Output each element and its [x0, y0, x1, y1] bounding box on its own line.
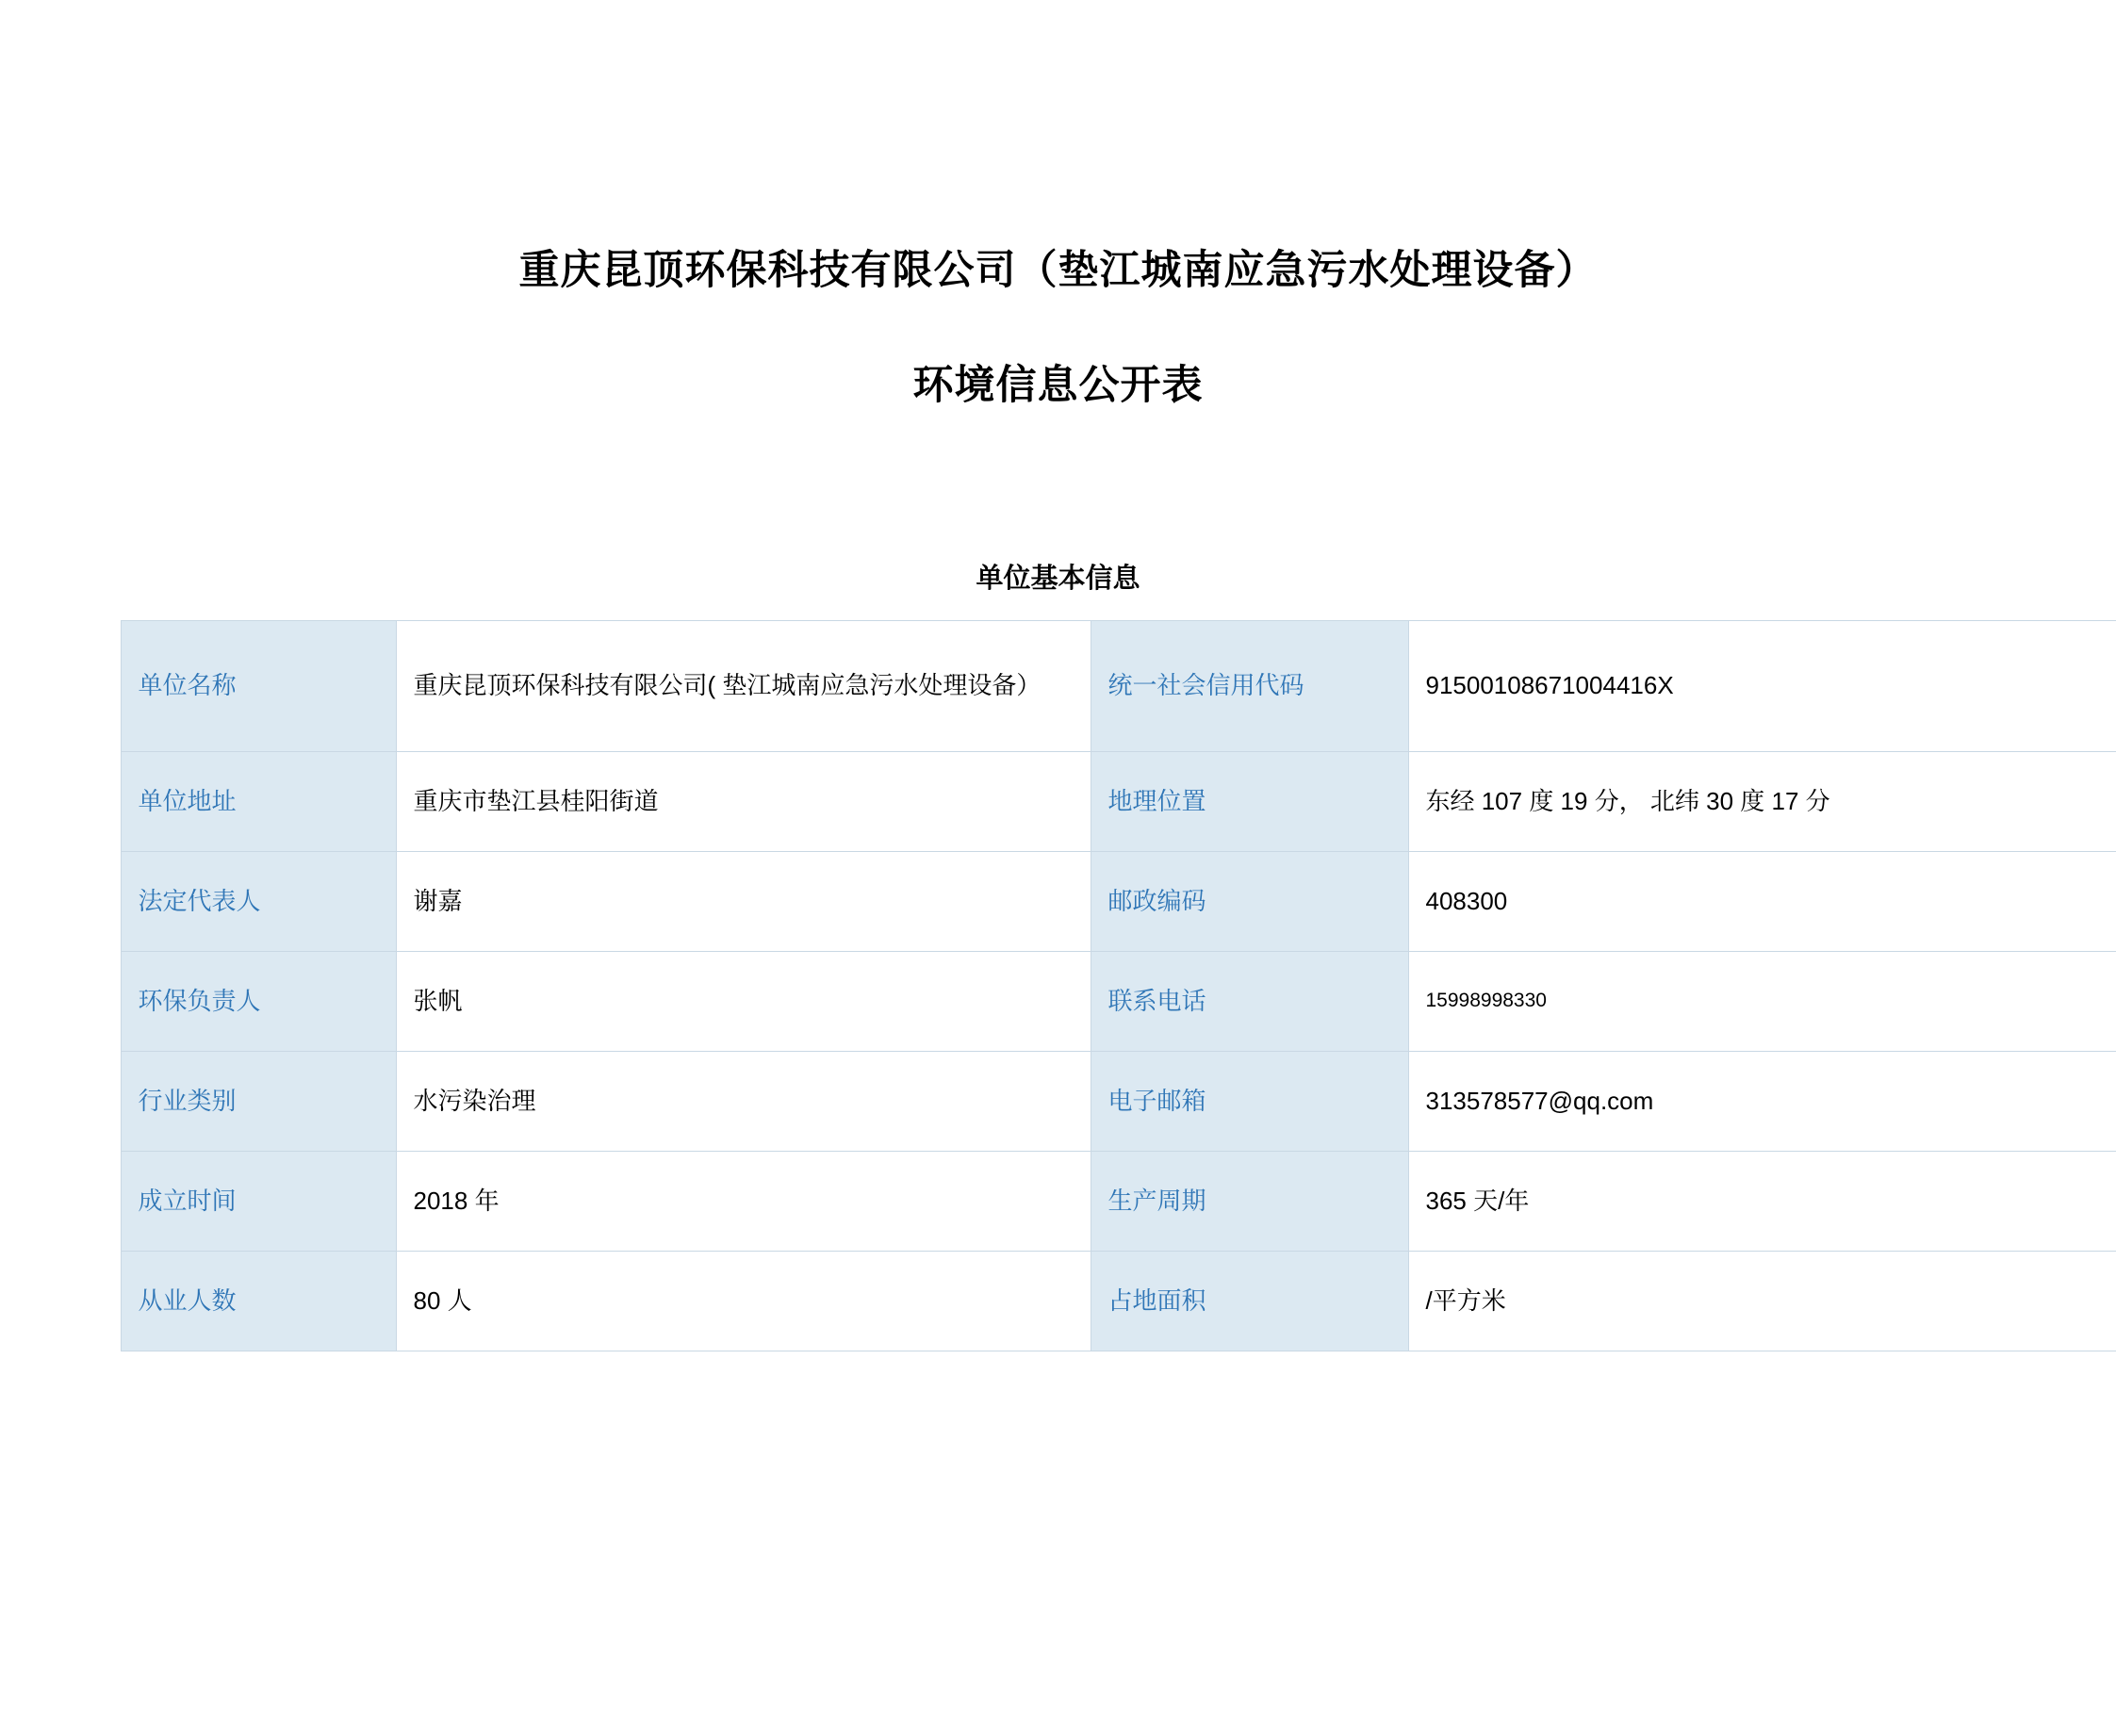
row-value-legal-representative: 谢嘉 — [396, 852, 1091, 952]
row-label-email: 电子邮箱 — [1091, 1052, 1408, 1152]
row-value-contact-phone: 15998998330 — [1408, 952, 2116, 1052]
row-value-env-officer: 张帆 — [396, 952, 1091, 1052]
row-value-site-area: /平方米 — [1408, 1252, 2116, 1351]
row-label-address: 单位地址 — [121, 752, 396, 852]
table-row — [121, 752, 2116, 852]
row-value-employee-count: 80 人 — [396, 1252, 1091, 1351]
table-row — [121, 952, 2116, 1052]
row-value-postal-code: 408300 — [1408, 852, 2116, 952]
row-value-address: 重庆市垫江县桂阳街道 — [396, 752, 1091, 852]
table-row — [121, 1252, 2116, 1351]
row-label-env-officer: 环保负责人 — [121, 952, 396, 1052]
row-label-credit-code: 统一社会信用代码 — [1091, 621, 1408, 752]
section-heading-basic-info: 单位基本信息 — [0, 557, 2116, 596]
row-value-company-name: 重庆昆顶环保科技有限公司( 垫江城南应急污水处理设备） — [396, 621, 1091, 752]
document-title-line-2: 环境信息公开表 — [0, 355, 2116, 417]
row-label-production-cycle: 生产周期 — [1091, 1152, 1408, 1252]
row-label-industry-category: 行业类别 — [121, 1052, 396, 1152]
row-label-legal-representative: 法定代表人 — [121, 852, 396, 952]
row-label-site-area: 占地面积 — [1091, 1252, 1408, 1351]
row-value-production-cycle: 365 天/年 — [1408, 1152, 2116, 1252]
document-page — [0, 240, 2116, 1736]
row-value-industry-category: 水污染治理 — [396, 1052, 1091, 1152]
row-value-establish-date: 2018 年 — [396, 1152, 1091, 1252]
table-row — [121, 852, 2116, 952]
row-label-establish-date: 成立时间 — [121, 1152, 396, 1252]
table-row — [121, 1152, 2116, 1252]
row-value-geo-location: 东经 107 度 19 分， 北纬 30 度 17 分 — [1408, 752, 2116, 852]
basic-info-table-container — [121, 620, 1996, 1351]
row-label-employee-count: 从业人数 — [121, 1252, 396, 1351]
row-label-postal-code: 邮政编码 — [1091, 852, 1408, 952]
row-label-geo-location: 地理位置 — [1091, 752, 1408, 852]
row-label-contact-phone: 联系电话 — [1091, 952, 1408, 1052]
basic-info-table — [121, 620, 2116, 1351]
row-label-company-name: 单位名称 — [121, 621, 396, 752]
row-value-email: 313578577@qq.com — [1408, 1052, 2116, 1152]
row-value-credit-code: 91500108671004416X — [1408, 621, 2116, 752]
table-row — [121, 621, 2116, 752]
document-title-line-1: 重庆昆顶环保科技有限公司（垫江城南应急污水处理设备） — [0, 240, 2116, 302]
table-row — [121, 1052, 2116, 1152]
